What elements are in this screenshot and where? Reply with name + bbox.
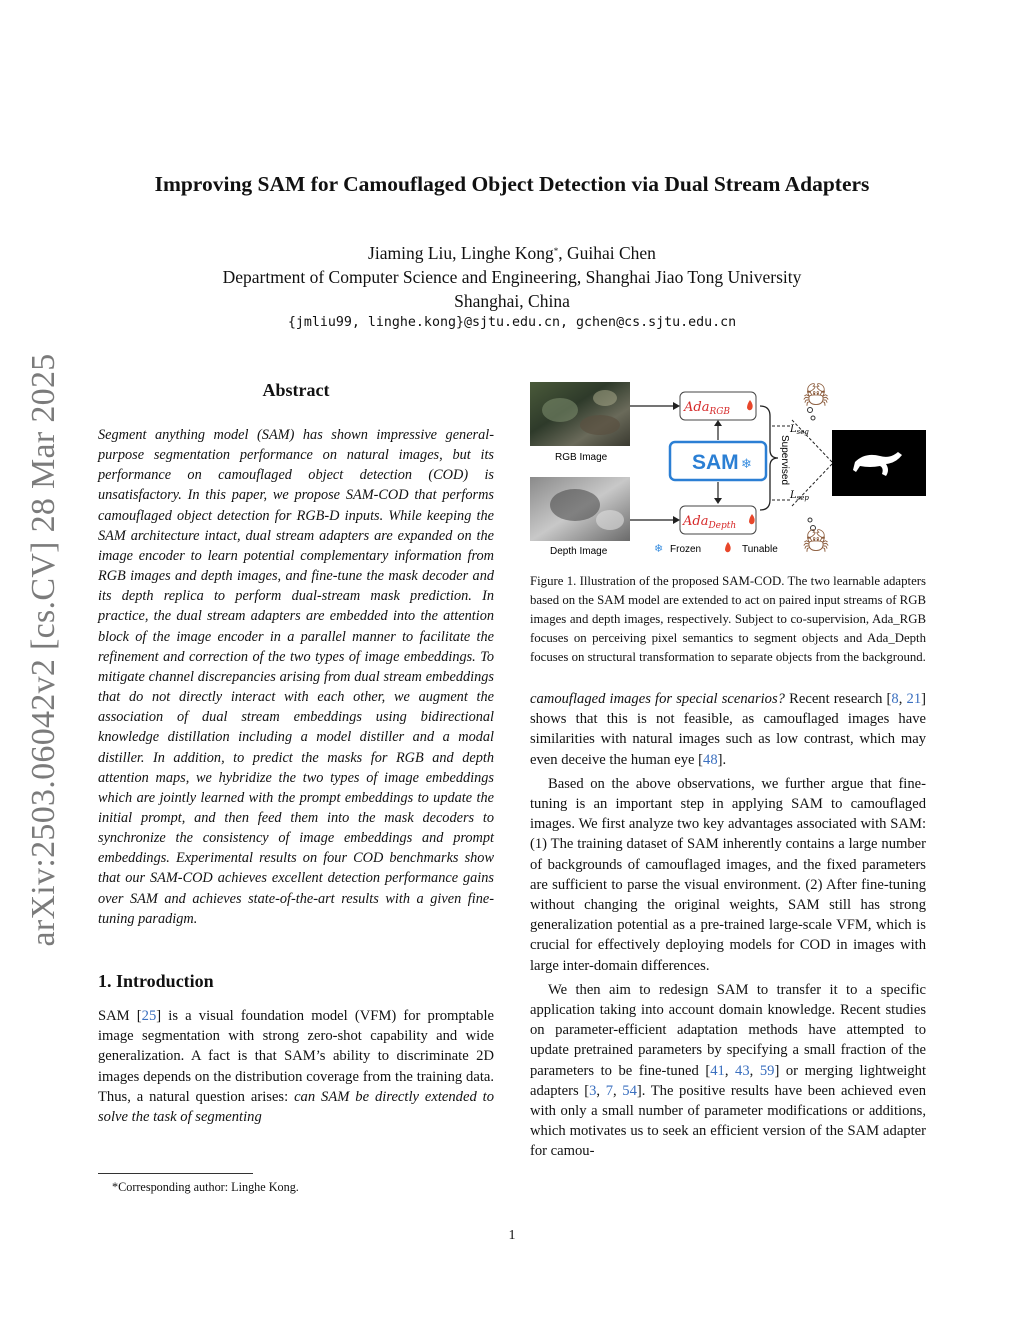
ada-rgb-label: Ada$_{RGB}$ bbox=[684, 400, 731, 417]
author-names: Jiaming Liu, Linghe Kong*, Guihai Chen bbox=[368, 243, 656, 263]
location: Shanghai, China bbox=[454, 291, 570, 311]
abstract-text: Segment anything model (SAM) has shown impressive general-purpose segmentation performance on natural images, but its performance on camouflaged object detection (COD) is unsatisfactory. In this paper, we propose SAM-COD that performs camouflaged object detection for RGB-D inputs. While keeping the SAM architecture intact, dual stream adapters are expanded on the image encoder to learn potential complementary information from RGB images and depth images, and fine-tune the mask decoder and its depth replica to perform dual-stream mask prediction. In practice, the dual stream adapters are embedded into the attention block of the image encoder in a parallel manner to facilitate the refinement and correction of the two types of image embeddings. To mitigate channel discrepancies arising from dual stream embeddings that do not directly interact with each other, we augment the association of dual stream embeddings using bidirectional knowledge distillation including a model distiller and a modal distiller. In addition, to predict the masks for RGB and depth attention maps, we hybridize the two types of image embeddings which are jointly learned with the prompt embeddings to update the initial prompt, and then feed them into the mask decoders to synchronize the consistency of image embeddings and prompt embeddings. Experimental results on four COD benchmarks show that our SAM-COD achieves excellent detection performance gains over SAM and achieves state-of-the-art results with a given fine-tuning paradigm. bbox=[98, 427, 494, 927]
paper-title: Improving SAM for Camouflaged Object Detection via Dual Stream Adapters bbox=[154, 172, 870, 196]
legend-tunable: Tunable bbox=[742, 544, 778, 555]
citation-link[interactable]: 7 bbox=[605, 1082, 613, 1099]
crab-icon: 🦀︎ bbox=[802, 529, 830, 554]
intro-heading: 1. Introduction bbox=[98, 970, 214, 991]
citation-link[interactable]: 54 bbox=[622, 1082, 637, 1099]
snowflake-icon: ❄ bbox=[741, 457, 752, 472]
citation-link[interactable]: 8 bbox=[891, 691, 899, 707]
rgb-image-label: RGB Image bbox=[555, 452, 608, 463]
citation-link[interactable]: 3 bbox=[589, 1082, 597, 1099]
footnote-rule bbox=[98, 1173, 253, 1174]
loss-sep-label: $L_{sep}$ bbox=[790, 490, 809, 502]
affiliation: Department of Computer Science and Engineering, Shanghai Jiao Tong University bbox=[222, 267, 802, 287]
author-block bbox=[0, 241, 1024, 313]
citation-link[interactable]: 41 bbox=[710, 1062, 725, 1079]
sam-label: SAM bbox=[692, 451, 739, 474]
right-paragraph-3: We then aim to redesign SAM to transfer it to a specific application taking into account domain knowledge. Recent studies on parameter-efficient adaptation methods have attempted to update pretrained parameters by specifying a small fraction of the parameters to be fine-tuned [41, 43, 59] or merging lightweight adapters [3, 7, 54]. The positive results have been achieved even with only a small number of parameter modifications or additions, which motivates us to seek an efficient version of the SAM adapter for camou- bbox=[530, 981, 927, 1160]
citation-link[interactable]: 25 bbox=[141, 1007, 157, 1024]
depth-image-label: Depth Image bbox=[550, 546, 608, 557]
arxiv-stamp bbox=[12, 350, 76, 950]
ada-depth-label: Ada$_{Depth}$ bbox=[683, 514, 737, 531]
figure-1 bbox=[530, 380, 926, 560]
abstract-heading: Abstract bbox=[262, 380, 330, 400]
supervised-label: Supervised bbox=[779, 435, 790, 486]
citation-link[interactable]: 48 bbox=[703, 751, 718, 768]
snowflake-icon: ❄ bbox=[654, 542, 664, 555]
citation-link[interactable]: 43 bbox=[735, 1062, 750, 1079]
left-column bbox=[98, 380, 494, 1127]
page-number: 1 bbox=[508, 1228, 516, 1243]
right-paragraph-2: Based on the above observations, we further argue that fine-tuning is an important step in applying SAM to camouflaged images. We first analyze two key advantages associated with SAM: (1) The training dataset of SAM inherently contains a large number of backgrounds of camouflaged images, and the fixed parameters are sufficient to parse the visual environment. (2) After fine-tuning without changing the original weights, SAM still has strong generalization potential as a pre-trained large-scale VFM, which is crucial for effectively deploying models for COD in images with large inter-domain differences. bbox=[530, 775, 926, 974]
arxiv-stamp-text: arXiv:2503.06042v2 [cs.CV] 28 Mar 2025 bbox=[25, 353, 62, 947]
loss-seg-label: $L_{seg}$ bbox=[790, 424, 809, 436]
citation-link[interactable]: 59 bbox=[759, 1062, 775, 1079]
intro-paragraph: SAM [25] is a visual foundation model (VFM) for promptable image segmentation with strong zero-shot capability and wide generalization. A fact is that SAM’s ability to discriminate 2D images depends on the distribution coverage from the training data. Thus, a natural question arises: can SAM be directly extended to solve the task of segmenting bbox=[98, 1007, 495, 1125]
crab-icon: 🦀︎ bbox=[802, 383, 830, 408]
flame-icon bbox=[725, 542, 731, 552]
legend-frozen: Frozen bbox=[670, 544, 702, 555]
right-paragraph-1: camouflaged images for special scenarios? Recent research [8, 21] shows that this is not feasible, as camouflaged images have similarities with natural images such as low contrast, which may even deceive the human eye [48]. bbox=[530, 691, 926, 768]
author-emails: {jmliu99, linghe.kong}@sjtu.edu.cn, gchen@cs.sjtu.edu.cn bbox=[287, 315, 737, 330]
figure-caption: Figure 1. Illustration of the proposed SAM-COD. The two learnable adapters based on the SAM model are extended to act on paired input streams of RGB images and depth images, respectively. Subject to co-supervision, Ada_RGB focuses on perceiving pixel semantics to segment objects and Ada_Depth focuses on structural transformation to separate objects from the background. bbox=[530, 574, 926, 664]
figure-diagram bbox=[530, 380, 926, 560]
footnote: *Corresponding author: Linghe Kong. bbox=[112, 1180, 299, 1194]
right-column bbox=[530, 380, 926, 1162]
citation-link[interactable]: 21 bbox=[906, 691, 922, 707]
